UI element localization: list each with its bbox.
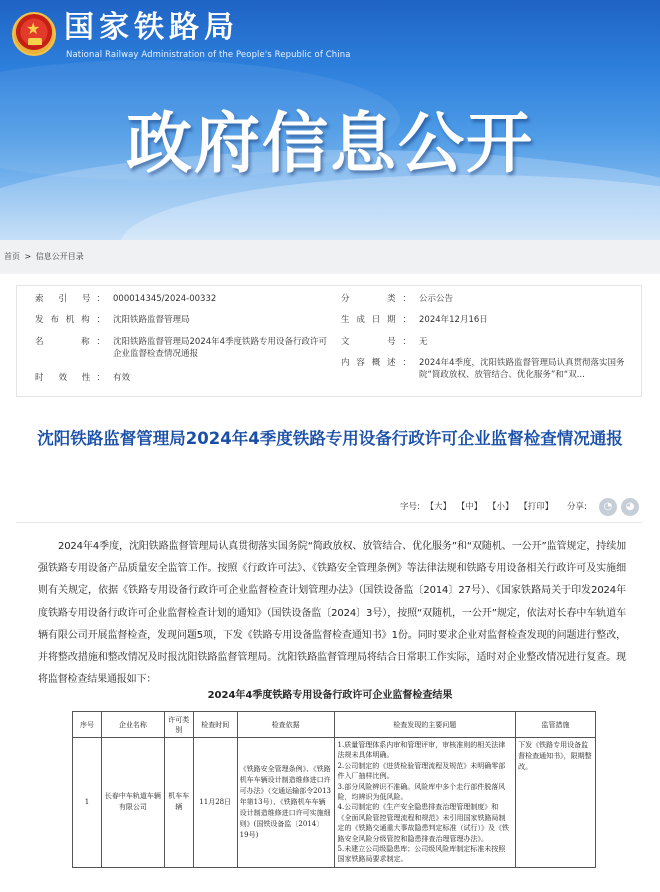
cell-check-time: 11月28日 xyxy=(193,738,237,868)
results-table xyxy=(72,711,596,868)
header-measures: 监管措施 xyxy=(516,712,596,738)
header-company: 企业名称 xyxy=(101,712,164,738)
banner-title: 政府信息公开 xyxy=(126,105,534,182)
summary-label: 内容概述： xyxy=(341,358,411,368)
validity-label: 时 效 性： xyxy=(35,373,105,383)
font-small-button[interactable]: 【小】 xyxy=(488,502,514,512)
gate-icon xyxy=(28,38,42,45)
org-name-en: National Railway Administration of the People's Republic of China xyxy=(66,50,351,60)
print-button[interactable]: 【打印】 xyxy=(519,502,554,512)
summary-value: 2024年4季度，沈阳铁路监督管理局认真贯彻落实国务院“简政放权、放管结合、优化服务”和“双... xyxy=(419,358,625,380)
table-header-row xyxy=(73,712,596,738)
cell-license-type: 机车车辆 xyxy=(164,738,193,868)
breadcrumb-separator: > xyxy=(24,252,32,261)
issuer-label: 发布机构： xyxy=(35,315,105,325)
national-emblem-icon[interactable] xyxy=(12,12,56,56)
docno-value: 无 xyxy=(419,337,428,347)
issuer-value: 沈阳铁路监督管理局 xyxy=(113,315,190,325)
date-value: 2024年12月16日 xyxy=(419,315,488,325)
validity-value: 有效 xyxy=(113,373,131,383)
category-value: 公示公告 xyxy=(419,294,454,304)
docno-label: 文 号： xyxy=(341,337,411,347)
name-value: 沈阳铁路监督管理局2024年4季度铁路专用设备行政许可企业监督检查情况通报 xyxy=(113,337,328,359)
index-label: 索 引 号： xyxy=(35,294,105,304)
divider xyxy=(16,522,642,523)
share-label: 分享: xyxy=(567,502,587,512)
table-row xyxy=(73,738,596,868)
font-size-controls xyxy=(400,498,556,516)
results-table-title: 2024年4季度铁路专用设备行政许可企业监督检查结果 xyxy=(207,690,453,701)
category-label: 分 类： xyxy=(341,294,411,304)
header-no: 序号 xyxy=(73,712,102,738)
date-label: 生成日期： xyxy=(341,315,411,325)
star-icon: ★ xyxy=(26,19,41,38)
weibo-share-icon[interactable]: ◕ xyxy=(621,498,639,516)
cell-basis: 《铁路安全管理条例》、《铁路机车车辆设计制造维修进口许可办法》（交通运输部令2013年第13号）、《铁路机车车辆设计制造维修进口许可实施细则》(国铁设备监〔2014〕19号) xyxy=(237,738,334,868)
wechat-share-icon[interactable]: ◔ xyxy=(599,498,617,516)
cell-measures: 下发《铁路专用设备监督检查通知书》，限期整改。 xyxy=(516,738,596,868)
breadcrumb-home-link[interactable]: 首页 xyxy=(4,252,20,261)
breadcrumb-current-link[interactable]: 信息公开目录 xyxy=(35,252,84,261)
cell-company: 长春中车轨道车辆有限公司 xyxy=(101,738,164,868)
header-check-time: 检查时间 xyxy=(193,712,237,738)
font-size-label: 字号: xyxy=(400,502,420,512)
article-body: 2024年4季度，沈阳铁路监督管理局认真贯彻落实国务院“简政放权、放管结合、优化服务”和“双随机、一公开”监管规定，持续加强铁路专用设备产品质量安全监管工作。按照《行政许可法》、《铁路安全管理条例》等法律法规和铁路专用设备相关行政许可及实施细则有关规定，依据《铁路专用设备行政许可企业监督检查计划管理办法》（国铁设备监〔2014〕27号）、《国家铁路局关于印发2024年度铁路专用设备行政许可企业监督检查计划的通知》（国铁设备监〔2024〕3号），按照“双随机，一公开”规定，依法对长春中车轨道车辆有限公司开展监督检查，发现问题5项，下发《铁路专用设备监督检查通知书》1份。同时要求企业对监督检查发现的问题进行整改，并将整改措施和整改情况及时报沈阳铁路监督管理局。沈阳铁路监督管理局将结合日常职工作实际，适时对企业整改情况进行复查。现将监督检查结果通报如下： xyxy=(38,541,626,686)
document-meta-table xyxy=(16,285,642,397)
breadcrumb xyxy=(0,240,660,274)
header-banner xyxy=(0,0,660,240)
article-title: 沈阳铁路监督管理局2024年4季度铁路专用设备行政许可企业监督检查情况通报 xyxy=(37,429,623,448)
header-license-type: 许可类别 xyxy=(164,712,193,738)
org-name-cn[interactable]: 国家铁路局 xyxy=(64,10,239,45)
header-problems: 检查发现的主要问题 xyxy=(334,712,516,738)
cell-no: 1 xyxy=(73,738,102,868)
cell-problems: 1.质量管理体系内审和管理评审，审核准则的相关法律法规未具体明确。 2.公司制定的《进货检验管理流程及规范》未明确零部件入厂抽样比例。 3.部分风险辨识不准确。风险库中多个走行部件脱落风险，均辨识为低风险。 4.公司制定的《生产安全隐患排查治理管理制度》和《全面风险管控管理流程和规范》未引用国家铁路局制定的《铁路交通重大事故隐患判定标准（试行）》及《铁路安全风险分级管控和隐患排查治理管理办法》。 5.未建立公司级隐患库；公司级风险库制定标准未按照国家铁路局要求制定。 xyxy=(334,738,516,868)
font-medium-button[interactable]: 【中】 xyxy=(456,502,483,512)
name-label: 名 称： xyxy=(35,337,105,347)
index-value: 000014345/2024-00332 xyxy=(113,294,217,304)
font-large-button[interactable]: 【大】 xyxy=(425,502,452,512)
header-basis: 检查依据 xyxy=(237,712,334,738)
